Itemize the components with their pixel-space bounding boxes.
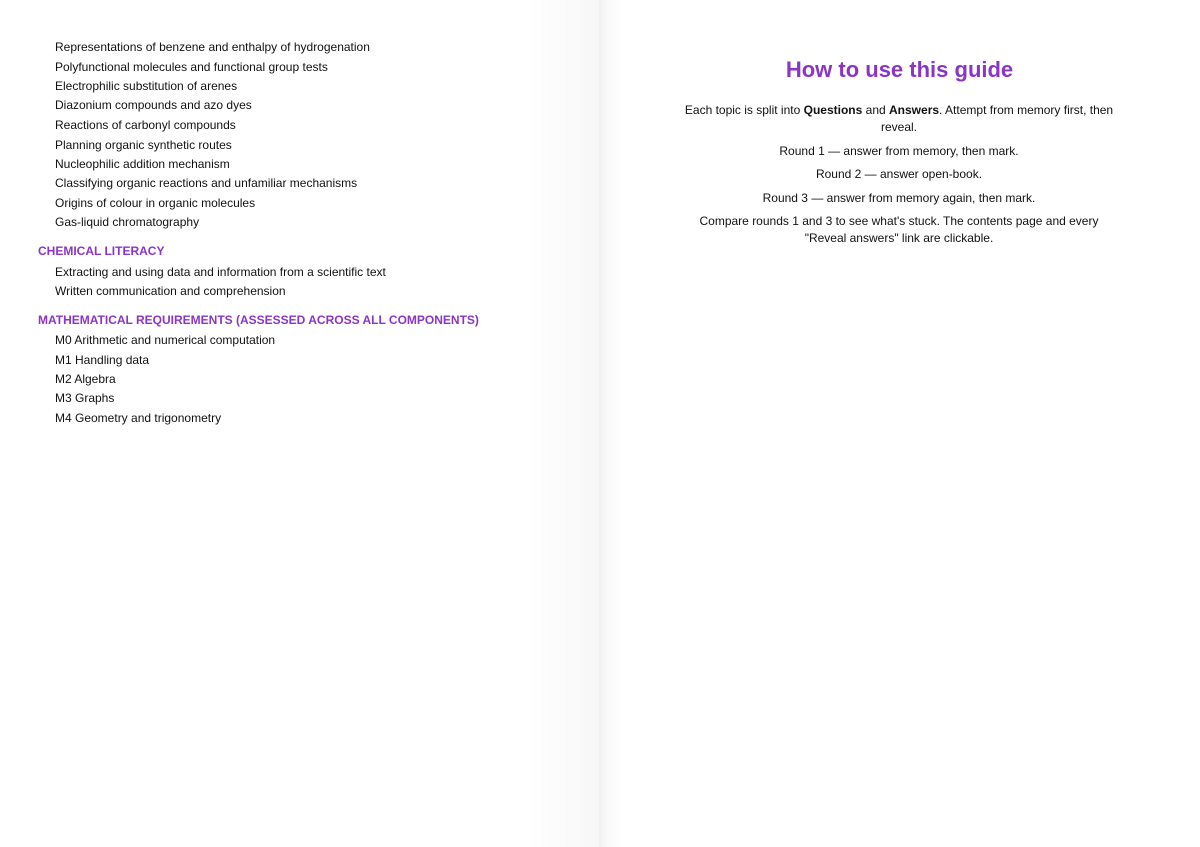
toc-link-polyfunctional[interactable]: Polyfunctional molecules and functional group tests [55, 60, 328, 74]
toc-link-extracting-data[interactable]: Extracting and using data and information from a scientific text [55, 265, 386, 279]
toc-link-written-communication[interactable]: Written communication and comprehension [55, 284, 286, 298]
toc-link-m3[interactable]: M3 Graphs [55, 391, 115, 405]
toc-link-m1[interactable]: M1 Handling data [55, 353, 150, 367]
toc-link-m4[interactable]: M4 Geometry and trigonometry [55, 411, 222, 425]
toc-link-electrophilic-substitution[interactable]: Electrophilic substitution of arenes [55, 79, 238, 93]
guide-page [599, 0, 1200, 847]
toc-link-diazonium[interactable]: Diazonium compounds and azo dyes [55, 98, 252, 112]
toc-link-m2[interactable]: M2 Algebra [55, 372, 116, 386]
toc-link-m0[interactable]: M0 Arithmetic and numerical computation [55, 333, 276, 347]
toc-link-classifying-reactions[interactable]: Classifying organic reactions and unfamiliar mechanisms [55, 176, 358, 190]
contents-page [0, 0, 599, 847]
toc-link-glc[interactable]: Gas-liquid chromatography [55, 215, 200, 229]
guide-intro-paragraph [679, 102, 1119, 136]
toc-link-colour[interactable]: Origins of colour in organic molecules [55, 196, 256, 210]
questions-term: Questions [803, 103, 863, 117]
toc-link-benzene[interactable]: Representations of benzene and enthalpy of hydrogenation [55, 40, 370, 54]
compare-rounds-paragraph: Compare rounds 1 and 3 to see what's stuck. The contents page and every "Reveal answers" link are clickable. [699, 214, 1099, 245]
intro-suffix-text: . Attempt from memory first, then reveal. [880, 103, 1114, 134]
guide-title: How to use this guide [785, 57, 1014, 82]
round-2-instruction: Round 2 — answer open-book. [815, 167, 983, 181]
toc-heading-math-requirements[interactable]: MATHEMATICAL REQUIREMENTS (ASSESSED ACROSS ALL COMPONENTS) [38, 313, 479, 327]
toc-link-nucleophilic-addition[interactable]: Nucleophilic addition mechanism [55, 157, 230, 171]
toc-heading-chemical-literacy[interactable]: CHEMICAL LITERACY [38, 244, 165, 258]
round-3-instruction: Round 3 — answer from memory again, then mark. [762, 191, 1036, 205]
intro-prefix-text: Each topic is split into [684, 103, 804, 117]
round-1-instruction: Round 1 — answer from memory, then mark. [779, 144, 1019, 158]
toc-link-carbonyl[interactable]: Reactions of carbonyl compounds [55, 118, 236, 132]
answers-term: Answers [889, 103, 940, 117]
toc-link-synthetic-routes[interactable]: Planning organic synthetic routes [55, 138, 232, 152]
intro-and-text: and [862, 103, 890, 117]
